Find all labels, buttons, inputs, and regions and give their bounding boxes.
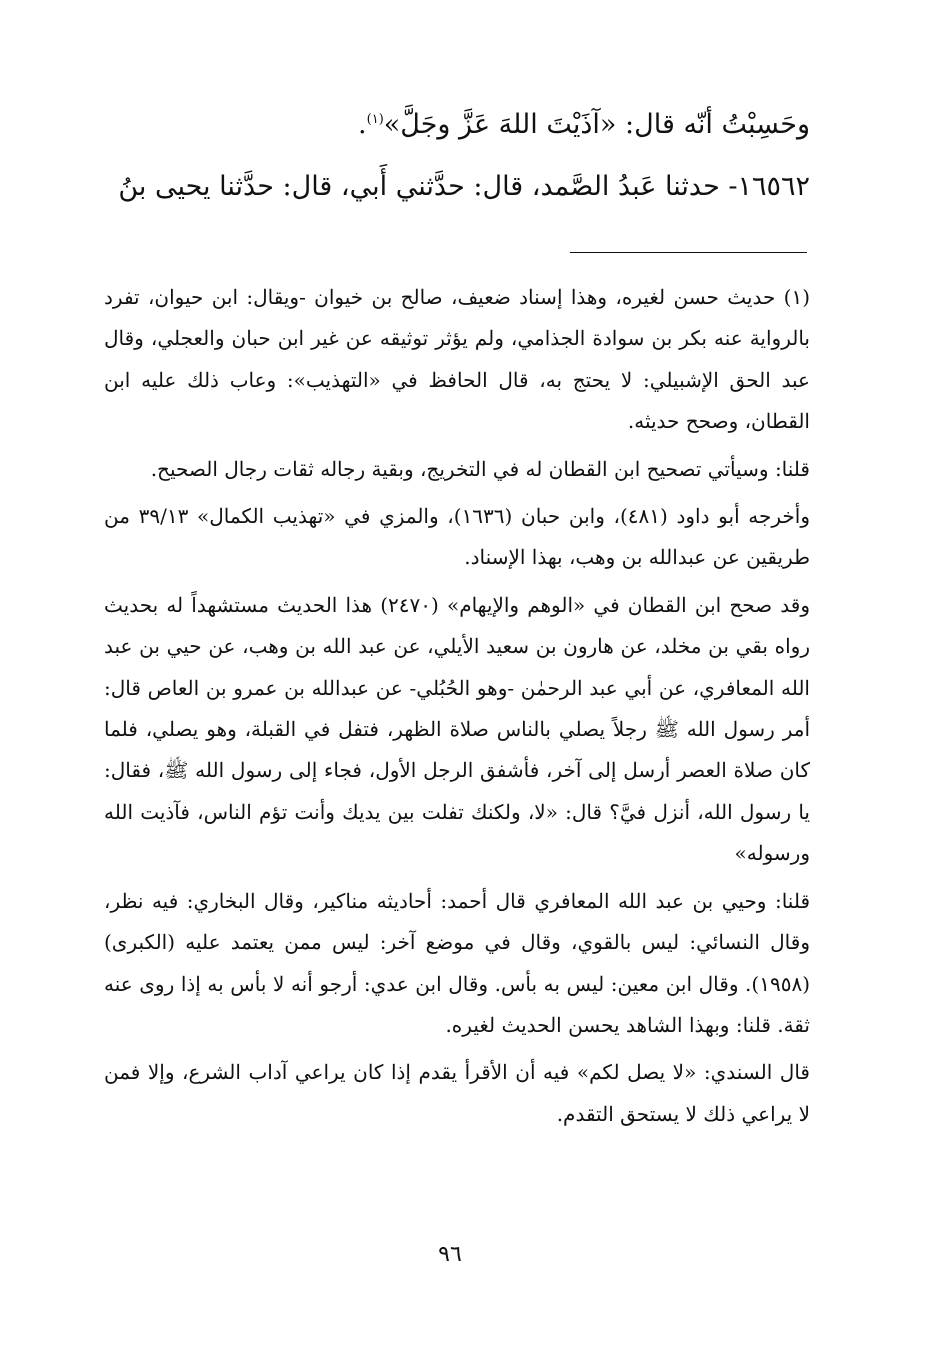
main-text-line-2: ١٦٥٦٢- حدثنا عَبدُ الصَّمد، قال: حدَّثني أَبي، قال: حدَّثنا يحيى بنُ <box>118 171 810 202</box>
footnote-reference: (١) <box>366 112 384 127</box>
main-text-line-1-body: وحَسِبْتُ أنّه قال: «آذَيْتَ اللهَ عَزَّ وجَلَّ» <box>383 109 810 140</box>
main-text-line-1 <box>104 94 810 156</box>
main-text <box>104 94 810 218</box>
footnote-paragraph: (١) حديث حسن لغيره، وهذا إسناد ضعيف، صالح بن خيوان -ويقال: ابن حيوان، تفرد بالرواية عنه بكر بن سوادة الجذامي، ولم يؤثر توثيقه عن غير ابن حبان والعجلي، وقال عبد الحق الإشبيلي: لا يحتج به، قال الحافظ في «التهذيب»: وعاب ذلك عليه ابن القطان، وصحح حديثه. <box>104 285 810 434</box>
footnote-paragraph: وأخرجه أبو داود (٤٨١)، وابن حبان (١٦٣٦)، والمزي في «تهذيب الكمال» ٣٩/١٣ من طريقين عن عبدالله بن وهب، بهذا الإسناد. <box>104 504 810 570</box>
footnote-separator <box>570 252 807 253</box>
footnote-paragraph: قلنا: وحيي بن عبد الله المعافري قال أحمد: أحاديثه مناكير، وقال البخاري: فيه نظر، وقال النسائي: ليس بالقوي، وقال في موضع آخر: ليس ممن يعتمد عليه (الكبرى) (١٩٥٨). وقال ابن معين: ليس به بأس. وقال ابن عدي: أرجو أنه لا بأس به إذا روى عنه ثقة. قلنا: وبهذا الشاهد يحسن الحديث لغيره. <box>104 888 810 1037</box>
page-number: ٩٦ <box>438 1242 462 1267</box>
footnote-paragraph: قلنا: وسيأتي تصحيح ابن القطان له في التخريج، وبقية رجاله ثقات رجال الصحيح. <box>150 456 810 481</box>
footnotes <box>104 277 810 1141</box>
main-text-line-1-end: . <box>358 109 367 140</box>
footnote-paragraph: وقد صحح ابن القطان في «الوهم والإيهام» (٢٤٧٠) هذا الحديث مستشهداً له بحديث رواه بقي بن مخلد، عن هارون بن سعيد الأيلي، عن عبد الله بن وهب، عن حيي بن عبد الله المعافري، عن أبي عبد الرحمٰن -وهو الحُبُلي- عن عبدالله بن عمرو بن العاص قال: أمر رسول الله ﷺ رجلاً يصلي بالناس صلاة الظهر، فتفل في القبلة، وهو يصلي، فلما كان صلاة العصر أرسل إلى آخر، فأشفق الرجل الأول، فجاء إلى رسول الله ﷺ، فقال: يا رسول الله، أنزل فيَّ؟ قال: «لا، ولكنك تفلت بين يديك وأنت تؤم الناس، فآذيت الله ورسوله» <box>104 592 811 866</box>
footnote-paragraph: قال السندي: «لا يصل لكم» فيه أن الأقرأ يقدم إذا كان يراعي آداب الشرع، وإلا فمن لا يراعي ذلك لا يستحق التقدم. <box>104 1060 810 1126</box>
